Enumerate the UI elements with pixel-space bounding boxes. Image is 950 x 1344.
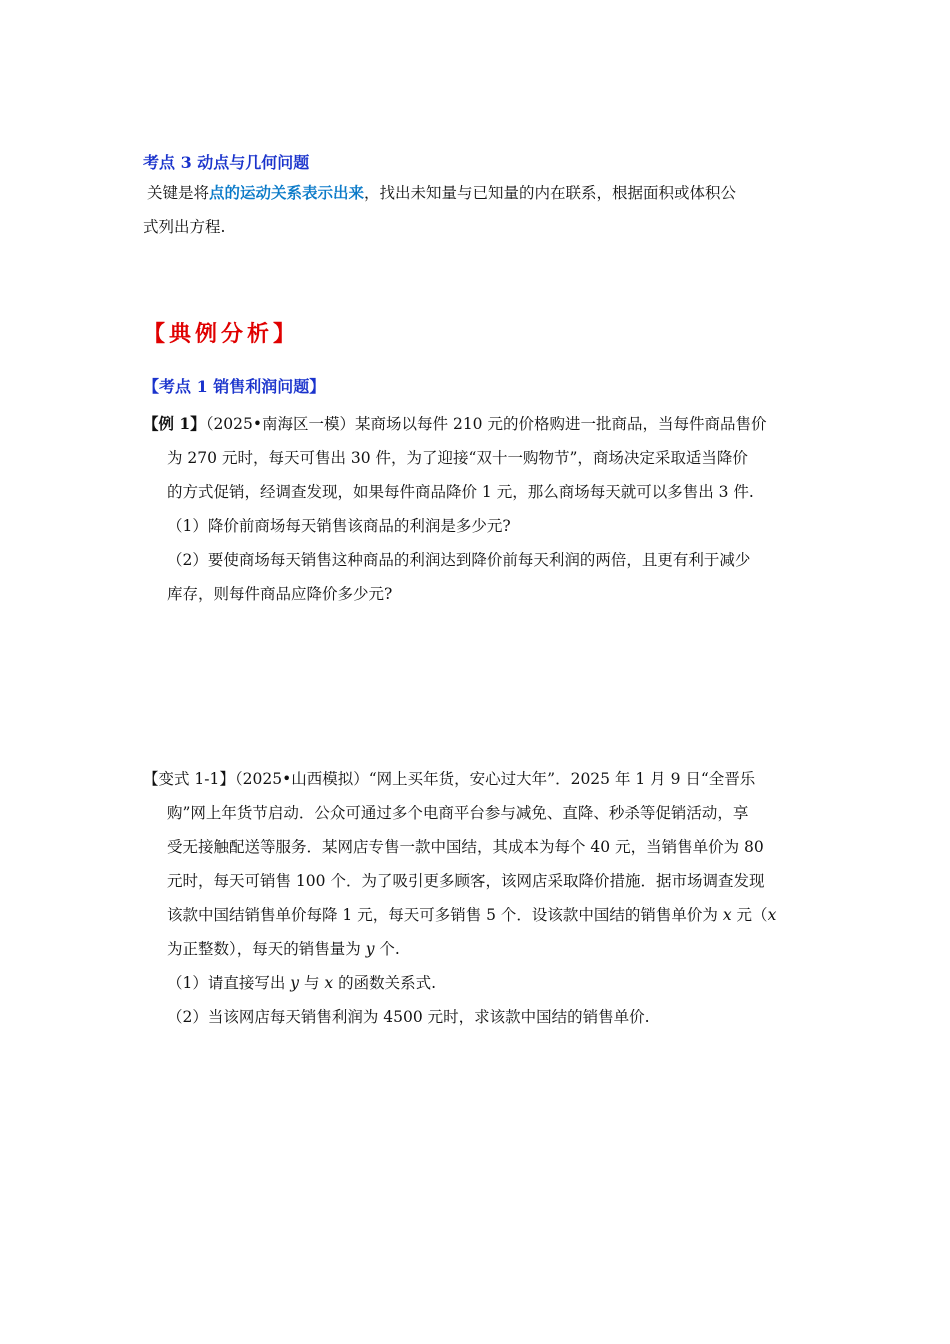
variant1-line1 [143,762,808,796]
section3-highlight: 点的运动关系表示出来 [209,183,365,202]
variant1-line2: 购”网上年货节启动．公众可通过多个电商平台参与减免、直降、秒杀等促销活动，享 [167,804,749,822]
variant1-line6-post: 个. [374,940,400,958]
topic1-title: 【考点 1 销售利润问题】 [143,377,326,396]
section3-title: 考点 3 动点与几何问题 [143,153,310,172]
variant1-line6-pre: 为正整数），每天的销售量为 [167,940,366,958]
variant1-line4: 元时，每天可销售 100 个．为了吸引更多顾客，该网店采取降价措施．据市场调查发现 [167,872,765,890]
section3-line1-pre: 关键是将 [147,184,210,202]
example1-q1: （1）降价前商场每天销售该商品的利润是多少元? [167,517,511,535]
analysis-title: 【典例分析】 [143,321,300,347]
section3 [143,146,808,244]
section3-line1-post: ，找出未知量与已知量的内在联系，根据面积或体积公 [364,184,737,202]
variant1-line5-mid: 元（ [731,906,768,924]
example1-line3: 的方式促销，经调查发现，如果每件商品降价 1 元，那么商场每天就可以多售出 3 件. [167,483,754,501]
topic1-heading [143,370,808,404]
variant1-q2: （2）当该网店每天销售利润为 4500 元时，求该款中国结的销售单价. [167,1008,650,1026]
section3-line1 [143,176,808,210]
variable-x: x [722,906,732,924]
variant1-q1-pre: （1）请直接写出 [167,974,291,992]
variant1-tag: 【变式 1-1】 [143,770,235,788]
variable-y-2: y [290,974,300,992]
analysis-heading [143,314,808,354]
variant1-q1-mid: 与 [299,974,325,992]
example1-q2-line2: 库存，则每件商品应降价多少元? [167,585,393,603]
variant1-line5-pre: 该款中国结销售单价每降 1 元，每天可多销售 5 个．设该款中国结的销售单价为 [167,906,723,924]
variant1-line5 [143,898,808,932]
example1-line1 [143,407,808,441]
variable-x-2: x [767,906,777,924]
example1 [143,407,808,611]
variable-x-3: x [324,974,334,992]
variant1-q1 [143,966,808,1000]
variable-y: y [365,940,375,958]
variant1-line3: 受无接触配送等服务．某网店专售一款中国结，其成本为每个 40 元，当销售单价为 80 [167,838,764,856]
variant1-line1-text: （2025•山西模拟）“网上买年货，安心过大年”．2025 年 1 月 9 日“全晋乐 [234,770,756,788]
example1-line2: 为 270 元时，每天可售出 30 件，为了迎接“双十一购物节”，商场决定采取适当降价 [167,449,748,467]
variant1 [143,762,808,1034]
example1-q2-line1: （2）要使商场每天销售这种商品的利润达到降价前每天利润的两倍，且更有利于减少 [167,551,751,569]
example1-line1-text: （2025•南海区一模）某商场以每件 210 元的价格购进一批商品，当每件商品售价 [205,415,767,433]
variant1-line6 [143,932,808,966]
example1-tag: 【例 1】 [143,414,206,433]
section3-line2: 式列出方程. [143,218,226,236]
variant1-q1-post: 的函数关系式. [333,974,437,992]
